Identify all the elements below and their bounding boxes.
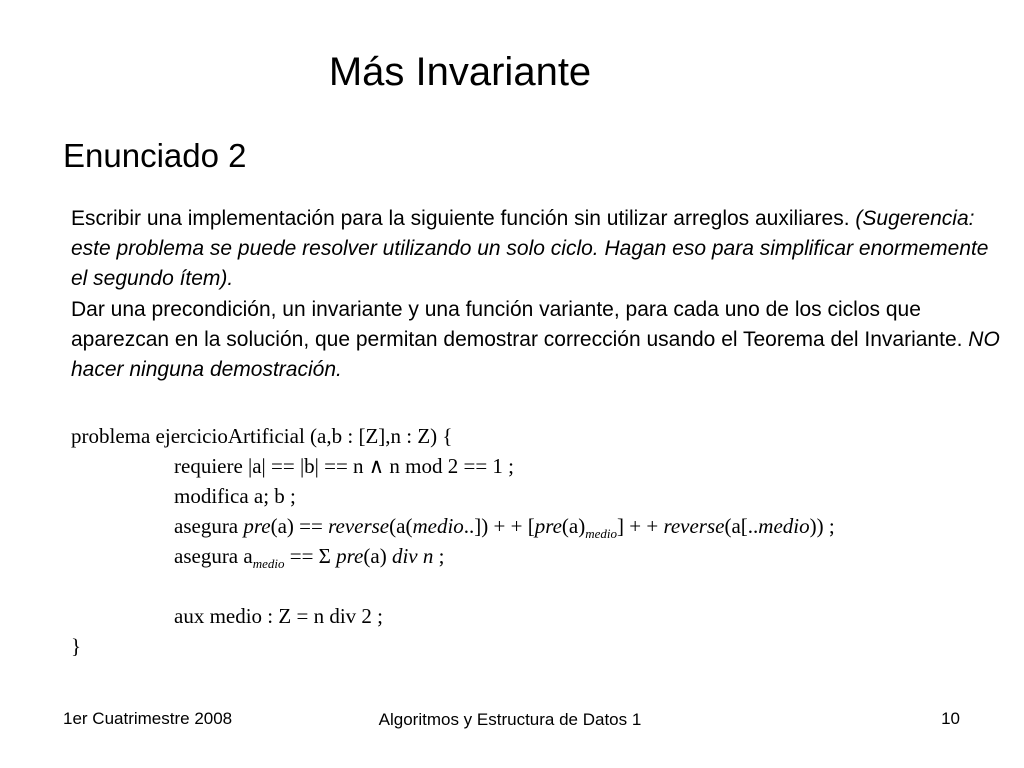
spec-asegura-1: asegura pre(a) == reverse(a(medio..]) + + $[pre(a)_{medio}]$ + + reverse(a[..medio)) ; — [174, 514, 835, 541]
suggestion-text: (Sugerencia: este problema se puede resolver utilizando un solo ciclo. Hagan eso para simplificar enormemente el segundo ítem). — [71, 207, 989, 290]
spec-asegura-2: asegura $a_{medio} == \Sigma$ pre(a) div n ; — [174, 544, 445, 571]
instructions-paragraph — [71, 204, 1001, 294]
section-subtitle: Enunciado 2 — [63, 137, 247, 174]
spec-close-brace: } — [71, 634, 82, 658]
spec-header: problema ejercicioArtificial (a,b : [Z],n : Z) { — [71, 424, 453, 448]
spec-modifica: modifica a; b ; — [174, 484, 296, 508]
footer-page-number: 10 — [941, 709, 960, 728]
spec-blank-line — [71, 571, 835, 601]
spec-requiere: requiere |a| == |b| == n ∧ n mod 2 == 1 ; — [174, 454, 515, 478]
task-paragraph — [71, 295, 1001, 385]
spec-aux: aux medio : Z = n div 2 ; — [174, 604, 383, 628]
slide-title: Más Invariante — [328, 50, 592, 94]
footer-term: 1er Cuatrimestre 2008 — [63, 709, 233, 728]
task-text: Dar una precondición, un invariante y una función variante, para cada uno de los ciclos que aparezcan en la solución, que permitan demostrar corrección usando el Teorema del Invariante. — [71, 298, 969, 351]
footer-course: Algoritmos y Estructura de Datos 1 — [378, 710, 642, 729]
instructions-text: Escribir una implementación para la siguiente función sin utilizar arreglos auxiliares. — [71, 207, 856, 230]
no-proof-note: NO hacer ninguna demostración. — [71, 328, 1000, 381]
problem-spec — [71, 421, 835, 661]
